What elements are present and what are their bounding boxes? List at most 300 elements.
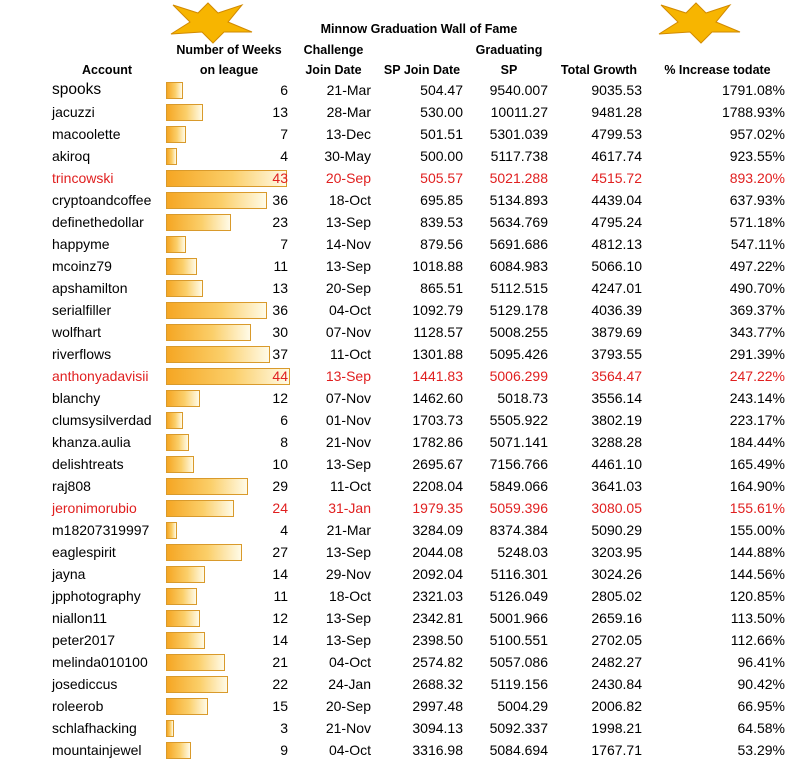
- page-title: Minnow Graduation Wall of Fame: [320, 22, 518, 36]
- weeks-cell: [166, 233, 290, 255]
- join-date-cell: 13-Sep: [325, 610, 371, 626]
- weeks-value: 6: [280, 82, 288, 98]
- weeks-value: 6: [280, 412, 288, 428]
- weeks-bar: [166, 148, 177, 165]
- pct-increase-cell: 164.90%: [729, 478, 785, 494]
- pct-increase-cell: 144.56%: [729, 566, 785, 582]
- total-growth-cell: 3641.03: [591, 478, 642, 494]
- join-date-cell: 18-Oct: [328, 192, 371, 208]
- join-date-cell: 14-Nov: [325, 236, 371, 252]
- join-date-cell: 30-May: [324, 148, 371, 164]
- table-row: [0, 607, 795, 629]
- pct-increase-cell: 53.29%: [737, 742, 785, 758]
- graduating-sp-cell: 5129.178: [489, 302, 548, 318]
- weeks-cell: [166, 145, 290, 167]
- weeks-bar: [166, 632, 205, 649]
- weeks-value: 14: [272, 566, 288, 582]
- join-date-cell: 20-Sep: [325, 170, 371, 186]
- table-row: [0, 431, 795, 453]
- header-account: Account: [82, 63, 132, 77]
- total-growth-cell: 3288.28: [591, 434, 642, 450]
- weeks-cell: [166, 541, 290, 563]
- join-date-cell: 13-Sep: [325, 368, 371, 384]
- table-row: [0, 541, 795, 563]
- sp-join-cell: 1462.60: [412, 390, 463, 406]
- total-growth-cell: 3793.55: [591, 346, 642, 362]
- graduating-sp-cell: 5092.337: [489, 720, 548, 736]
- pct-increase-cell: 90.42%: [737, 676, 785, 692]
- weeks-bar: [166, 192, 267, 209]
- sp-join-cell: 865.51: [420, 280, 463, 296]
- weeks-value: 44: [272, 368, 288, 384]
- account-cell: delishtreats: [52, 456, 124, 472]
- total-growth-cell: 3802.19: [591, 412, 642, 428]
- account-cell: mountainjewel: [52, 742, 142, 758]
- account-cell: mcoinz79: [52, 258, 112, 274]
- weeks-value: 9: [280, 742, 288, 758]
- weeks-cell: [166, 387, 290, 409]
- table-row: [0, 519, 795, 541]
- graduating-sp-cell: 8374.384: [489, 522, 548, 538]
- total-growth-cell: 3564.47: [591, 368, 642, 384]
- sp-join-cell: 2044.08: [412, 544, 463, 560]
- graduating-sp-cell: 5095.426: [489, 346, 548, 362]
- table-row: [0, 739, 795, 761]
- pct-increase-cell: 155.61%: [729, 500, 785, 516]
- account-cell: niallon11: [52, 610, 108, 626]
- weeks-value: 12: [272, 390, 288, 406]
- weeks-cell: [166, 607, 290, 629]
- total-growth-cell: 3556.14: [591, 390, 642, 406]
- weeks-bar: [166, 720, 174, 737]
- weeks-bar: [166, 104, 203, 121]
- weeks-bar: [166, 368, 290, 385]
- weeks-cell: [166, 365, 290, 387]
- weeks-bar: [166, 412, 183, 429]
- weeks-value: 7: [280, 126, 288, 142]
- sp-join-cell: 1782.86: [412, 434, 463, 450]
- account-cell: jayna: [52, 566, 86, 582]
- graduating-sp-cell: 5112.515: [490, 280, 548, 296]
- total-growth-cell: 4439.04: [591, 192, 642, 208]
- join-date-cell: 13-Sep: [325, 632, 371, 648]
- sp-join-cell: 3284.09: [412, 522, 463, 538]
- join-date-cell: 11-Oct: [330, 478, 371, 494]
- weeks-cell: [166, 453, 290, 475]
- account-cell: macoolette: [52, 126, 121, 142]
- weeks-value: 15: [272, 698, 288, 714]
- account-cell: eaglespirit: [52, 544, 116, 560]
- join-date-cell: 11-Oct: [330, 346, 371, 362]
- weeks-value: 29: [272, 478, 288, 494]
- total-growth-cell: 2702.05: [591, 632, 642, 648]
- sp-join-cell: 839.53: [420, 214, 463, 230]
- account-cell: akiroq: [52, 148, 91, 164]
- join-date-cell: 07-Nov: [325, 324, 371, 340]
- total-growth-cell: 3879.69: [591, 324, 642, 340]
- pct-increase-cell: 893.20%: [729, 170, 785, 186]
- weeks-cell: [166, 277, 290, 299]
- table-row: [0, 387, 795, 409]
- graduating-sp-cell: 5071.141: [489, 434, 548, 450]
- table-row: [0, 651, 795, 673]
- weeks-value: 24: [272, 500, 288, 516]
- table-row: [0, 321, 795, 343]
- graduating-sp-cell: 5248.03: [497, 544, 548, 560]
- sp-join-cell: 1441.83: [412, 368, 463, 384]
- weeks-value: 4: [280, 148, 288, 164]
- weeks-bar: [166, 170, 287, 187]
- weeks-bar: [166, 236, 186, 253]
- sp-join-cell: 2688.32: [412, 676, 463, 692]
- account-cell: jacuzzi: [52, 104, 95, 120]
- pct-increase-cell: 957.02%: [729, 126, 785, 142]
- sp-join-cell: 2997.48: [412, 698, 463, 714]
- weeks-value: 8: [280, 434, 288, 450]
- weeks-bar: [166, 478, 248, 495]
- sp-join-cell: 1092.79: [412, 302, 463, 318]
- pct-increase-cell: 923.55%: [729, 148, 785, 164]
- pct-increase-cell: 1791.08%: [721, 82, 785, 98]
- weeks-value: 30: [272, 324, 288, 340]
- account-cell: happyme: [52, 236, 110, 252]
- header-grad-line2: SP: [500, 63, 518, 77]
- graduating-sp-cell: 5134.893: [489, 192, 548, 208]
- weeks-value: 21: [272, 654, 288, 670]
- join-date-cell: 07-Nov: [325, 390, 371, 406]
- total-growth-cell: 5066.10: [591, 258, 642, 274]
- weeks-bar: [166, 434, 189, 451]
- weeks-cell: [166, 189, 290, 211]
- join-date-cell: 31-Jan: [328, 500, 371, 516]
- graduating-sp-cell: 9540.007: [489, 82, 548, 98]
- join-date-cell: 13-Sep: [325, 456, 371, 472]
- weeks-bar: [166, 610, 200, 627]
- pct-increase-cell: 113.50%: [730, 610, 785, 626]
- sp-join-cell: 1128.57: [413, 324, 463, 340]
- graduating-sp-cell: 5849.066: [489, 478, 548, 494]
- pct-increase-cell: 64.58%: [737, 720, 785, 736]
- account-cell: cryptoandcoffee: [52, 192, 152, 208]
- sp-join-cell: 2574.82: [412, 654, 463, 670]
- weeks-value: 13: [272, 280, 288, 296]
- table-row: [0, 167, 795, 189]
- sp-join-cell: 1301.88: [412, 346, 463, 362]
- pct-increase-cell: 112.66%: [730, 632, 785, 648]
- total-growth-cell: 4036.39: [591, 302, 642, 318]
- weeks-cell: [166, 475, 290, 497]
- weeks-cell: [166, 585, 290, 607]
- account-cell: trincowski: [52, 170, 114, 186]
- account-cell: m18207319997: [52, 522, 150, 538]
- weeks-cell: [166, 497, 290, 519]
- join-date-cell: 13-Sep: [325, 214, 371, 230]
- join-date-cell: 04-Oct: [328, 654, 371, 670]
- sp-join-cell: 1979.35: [412, 500, 463, 516]
- total-growth-cell: 4799.53: [591, 126, 642, 142]
- account-cell: josediccus: [52, 676, 118, 692]
- graduating-sp-cell: 5116.301: [490, 566, 548, 582]
- graduating-sp-cell: 5059.396: [489, 500, 548, 516]
- total-growth-cell: 1767.71: [591, 742, 642, 758]
- account-cell: riverflows: [52, 346, 112, 362]
- graduating-sp-cell: 5021.288: [489, 170, 548, 186]
- graduating-sp-cell: 5084.694: [489, 742, 548, 758]
- weeks-cell: [166, 409, 290, 431]
- pct-increase-cell: 66.95%: [737, 698, 785, 714]
- weeks-bar: [166, 698, 208, 715]
- weeks-bar: [166, 302, 267, 319]
- account-cell: apshamilton: [52, 280, 128, 296]
- pct-increase-cell: 571.18%: [729, 214, 785, 230]
- table-row: [0, 79, 795, 101]
- total-growth-cell: 2430.84: [591, 676, 642, 692]
- weeks-value: 7: [280, 236, 288, 252]
- weeks-cell: [166, 563, 290, 585]
- weeks-value: 27: [272, 544, 288, 560]
- weeks-value: 13: [272, 104, 288, 120]
- header-total-growth: Total Growth: [560, 63, 638, 77]
- weeks-value: 10: [272, 456, 288, 472]
- account-cell: blanchy: [52, 390, 101, 406]
- sp-join-cell: 504.47: [420, 82, 463, 98]
- weeks-cell: [166, 167, 290, 189]
- graduating-sp-cell: 5691.686: [489, 236, 548, 252]
- join-date-cell: 20-Sep: [325, 280, 371, 296]
- table-row: [0, 299, 795, 321]
- account-cell: jeronimorubio: [52, 500, 137, 516]
- graduating-sp-cell: 10011.27: [490, 104, 548, 120]
- sp-join-cell: 500.00: [420, 148, 463, 164]
- table-row: [0, 343, 795, 365]
- weeks-bar: [166, 214, 231, 231]
- sp-join-cell: 2092.04: [412, 566, 463, 582]
- weeks-cell: [166, 673, 290, 695]
- weeks-value: 11: [273, 588, 288, 604]
- weeks-bar: [166, 544, 242, 561]
- weeks-cell: [166, 717, 290, 739]
- sp-join-cell: 879.56: [420, 236, 463, 252]
- sp-join-cell: 1703.73: [412, 412, 463, 428]
- pct-increase-cell: 547.11%: [730, 236, 785, 252]
- table-row: [0, 717, 795, 739]
- join-date-cell: 21-Mar: [326, 522, 371, 538]
- pct-increase-cell: 343.77%: [729, 324, 785, 340]
- join-date-cell: 18-Oct: [328, 588, 371, 604]
- table-row: [0, 189, 795, 211]
- join-date-cell: 24-Jan: [328, 676, 371, 692]
- weeks-cell: [166, 651, 290, 673]
- table-row: [0, 453, 795, 475]
- weeks-value: 37: [272, 346, 288, 362]
- join-date-cell: 21-Mar: [326, 82, 371, 98]
- pct-increase-cell: 165.49%: [729, 456, 785, 472]
- weeks-bar: [166, 324, 251, 341]
- graduating-sp-cell: 5004.29: [497, 698, 548, 714]
- account-cell: raj808: [52, 478, 91, 494]
- table-row: [0, 365, 795, 387]
- header-sp-join: SP Join Date: [383, 63, 461, 77]
- join-date-cell: 13-Sep: [325, 544, 371, 560]
- total-growth-cell: 3203.95: [591, 544, 642, 560]
- header-join-line2: Join Date: [305, 63, 362, 77]
- weeks-cell: [166, 629, 290, 651]
- weeks-cell: [166, 695, 290, 717]
- graduating-sp-cell: 5100.551: [489, 632, 548, 648]
- weeks-value: 23: [272, 214, 288, 230]
- graduating-sp-cell: 7156.766: [489, 456, 548, 472]
- graduating-sp-cell: 5119.156: [490, 676, 548, 692]
- graduating-sp-cell: 5505.922: [489, 412, 548, 428]
- weeks-cell: [166, 739, 290, 761]
- table-row: [0, 101, 795, 123]
- weeks-cell: [166, 431, 290, 453]
- header-pct-increase: % Increase todate: [664, 63, 771, 77]
- join-date-cell: 20-Sep: [325, 698, 371, 714]
- total-growth-cell: 9035.53: [591, 82, 642, 98]
- pct-increase-cell: 120.85%: [729, 588, 785, 604]
- pct-increase-cell: 243.14%: [729, 390, 785, 406]
- weeks-value: 4: [280, 522, 288, 538]
- total-growth-cell: 4247.01: [591, 280, 642, 296]
- pct-increase-cell: 184.44%: [729, 434, 785, 450]
- sp-join-cell: 505.57: [420, 170, 463, 186]
- account-cell: roleerob: [52, 698, 104, 714]
- sp-join-cell: 2695.67: [412, 456, 463, 472]
- join-date-cell: 04-Oct: [328, 302, 371, 318]
- account-cell: schlafhacking: [52, 720, 137, 736]
- pct-increase-cell: 637.93%: [729, 192, 785, 208]
- weeks-bar: [166, 676, 228, 693]
- header-grad-line1: Graduating: [475, 43, 543, 57]
- star-icon: [163, 2, 253, 44]
- total-growth-cell: 9481.28: [591, 104, 642, 120]
- account-cell: anthonyadavisii: [52, 368, 149, 384]
- weeks-bar: [166, 500, 234, 517]
- sp-join-cell: 3316.98: [412, 742, 463, 758]
- account-cell: peter2017: [52, 632, 116, 648]
- weeks-bar: [166, 280, 203, 297]
- weeks-bar: [166, 522, 177, 539]
- join-date-cell: 21-Nov: [325, 720, 371, 736]
- table-row: [0, 629, 795, 651]
- weeks-value: 3: [280, 720, 288, 736]
- total-growth-cell: 4795.24: [591, 214, 642, 230]
- weeks-bar: [166, 588, 197, 605]
- join-date-cell: 21-Nov: [325, 434, 371, 450]
- weeks-cell: [166, 321, 290, 343]
- join-date-cell: 28-Mar: [326, 104, 371, 120]
- weeks-value: 12: [272, 610, 288, 626]
- weeks-cell: [166, 123, 290, 145]
- total-growth-cell: 5090.29: [591, 522, 642, 538]
- table-row: [0, 585, 795, 607]
- weeks-value: 43: [272, 170, 288, 186]
- sp-join-cell: 530.00: [420, 104, 463, 120]
- header-weeks-line2: on league: [199, 63, 259, 77]
- weeks-value: 11: [273, 258, 288, 274]
- pct-increase-cell: 490.70%: [729, 280, 785, 296]
- sp-join-cell: 2321.03: [412, 588, 463, 604]
- sp-join-cell: 2342.81: [412, 610, 463, 626]
- graduating-sp-cell: 5126.049: [489, 588, 548, 604]
- account-cell: jpphotography: [52, 588, 141, 604]
- table-row: [0, 211, 795, 233]
- pct-increase-cell: 369.37%: [729, 302, 785, 318]
- total-growth-cell: 4461.10: [591, 456, 642, 472]
- account-cell: serialfiller: [52, 302, 112, 318]
- pct-increase-cell: 96.41%: [737, 654, 785, 670]
- graduating-sp-cell: 5634.769: [489, 214, 548, 230]
- table-row: [0, 145, 795, 167]
- total-growth-cell: 3024.26: [591, 566, 642, 582]
- table-row: [0, 409, 795, 431]
- account-cell: melinda010100: [52, 654, 148, 670]
- weeks-bar: [166, 258, 197, 275]
- join-date-cell: 13-Dec: [325, 126, 371, 142]
- graduating-sp-cell: 5008.255: [489, 324, 548, 340]
- account-cell: clumsysilverdad: [52, 412, 152, 428]
- join-date-cell: 01-Nov: [325, 412, 371, 428]
- weeks-value: 22: [272, 676, 288, 692]
- total-growth-cell: 4515.72: [591, 170, 642, 186]
- total-growth-cell: 2482.27: [591, 654, 642, 670]
- pct-increase-cell: 223.17%: [729, 412, 785, 428]
- total-growth-cell: 2006.82: [591, 698, 642, 714]
- weeks-cell: [166, 211, 290, 233]
- join-date-cell: 29-Nov: [325, 566, 371, 582]
- table-row: [0, 695, 795, 717]
- table-row: [0, 123, 795, 145]
- header-weeks-line1: Number of Weeks: [176, 43, 282, 57]
- total-growth-cell: 3080.05: [591, 500, 642, 516]
- sp-join-cell: 3094.13: [412, 720, 463, 736]
- weeks-bar: [166, 456, 194, 473]
- total-growth-cell: 1998.21: [591, 720, 642, 736]
- account-cell: wolfhart: [52, 324, 102, 340]
- sp-join-cell: 1018.88: [412, 258, 463, 274]
- weeks-bar: [166, 742, 191, 759]
- weeks-bar: [166, 390, 200, 407]
- graduating-sp-cell: 5001.966: [489, 610, 548, 626]
- pct-increase-cell: 155.00%: [729, 522, 785, 538]
- table-row: [0, 563, 795, 585]
- pct-increase-cell: 291.39%: [729, 346, 785, 362]
- weeks-cell: [166, 299, 290, 321]
- table-row: [0, 277, 795, 299]
- sp-join-cell: 2398.50: [412, 632, 463, 648]
- weeks-cell: [166, 79, 290, 101]
- total-growth-cell: 2659.16: [591, 610, 642, 626]
- weeks-bar: [166, 82, 183, 99]
- join-date-cell: 04-Oct: [328, 742, 371, 758]
- account-cell: khanza.aulia: [52, 434, 131, 450]
- sp-join-cell: 501.51: [420, 126, 463, 142]
- weeks-bar: [166, 566, 205, 583]
- pct-increase-cell: 247.22%: [729, 368, 785, 384]
- pct-increase-cell: 144.88%: [729, 544, 785, 560]
- join-date-cell: 13-Sep: [325, 258, 371, 274]
- account-cell: definethedollar: [52, 214, 144, 230]
- account-cell: spooks: [52, 81, 102, 98]
- graduating-sp-cell: 5301.039: [489, 126, 548, 142]
- graduating-sp-cell: 5117.738: [490, 148, 548, 164]
- weeks-cell: [166, 343, 290, 365]
- table-row: [0, 255, 795, 277]
- weeks-cell: [166, 101, 290, 123]
- star-icon: [651, 2, 741, 44]
- header-join-line1: Challenge: [303, 43, 364, 57]
